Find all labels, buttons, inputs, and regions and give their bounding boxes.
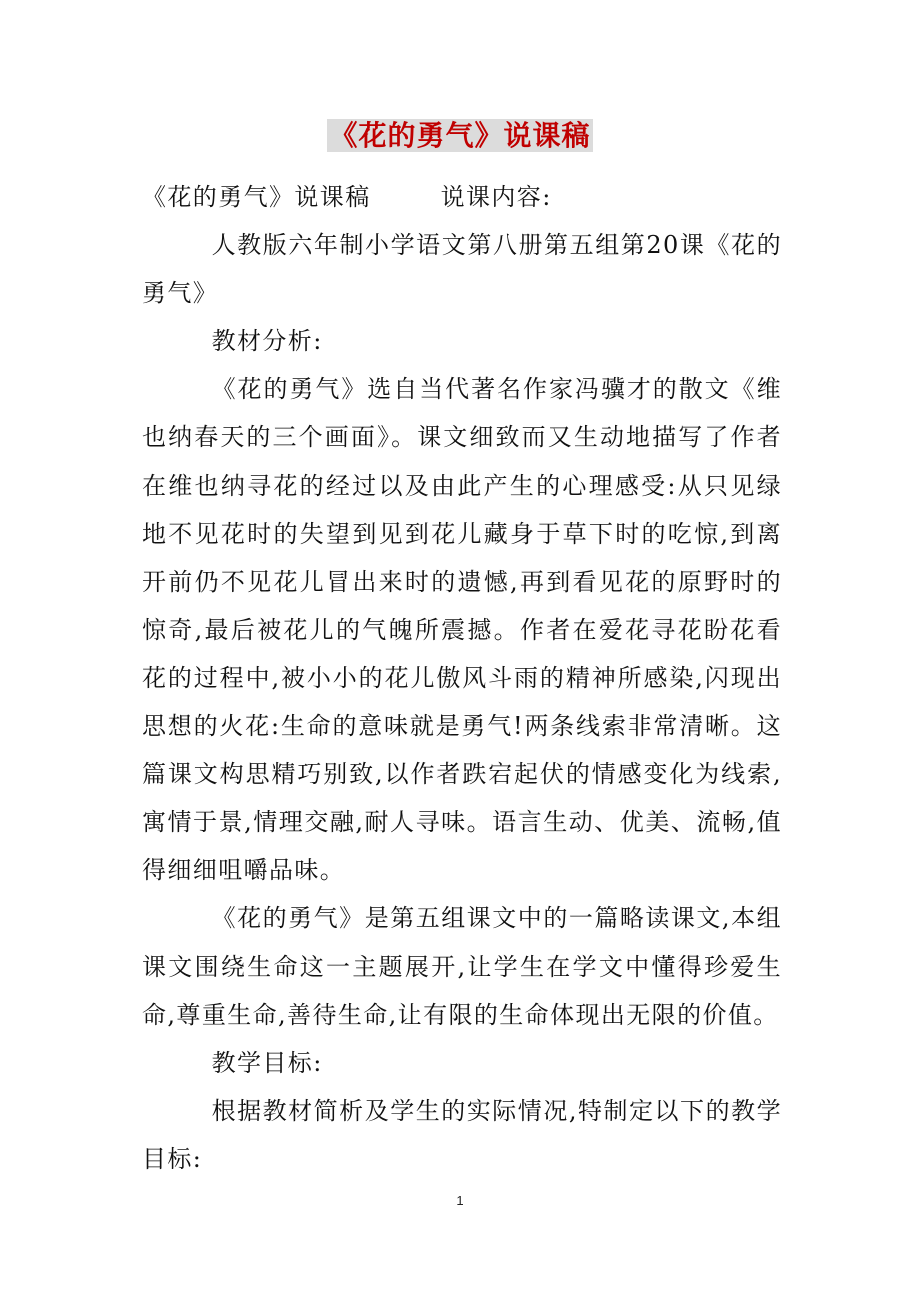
heading-material-analysis: 教材分析: bbox=[211, 327, 323, 356]
page-number: 1 bbox=[456, 1193, 464, 1208]
document-body bbox=[142, 173, 782, 1183]
paragraph-material-analysis: 《花的勇气》选自当代著名作家冯骥才的散文《维也纳春天的三个画面》。课文细致而又生动地描写了作者在维也纳寻花的经过以及由此产生的心理感受:从只见绿地不见花时的失望到见到花儿藏身于草下时的吃惊,到离开前仍不见花儿冒出来时的遗憾,再到看见花的原野时的惊奇,最后被花儿的气魄所震撼。作者在爱花寻花盼花看花的过程中,被小小的花儿傲风斗雨的精神所感染,闪现出思想的火花:生命的意味就是勇气!两条线索非常清晰。这篇课文构思精巧别致,以作者跌宕起伏的情感变化为线索,寓情于景,情理交融,耐人寻味。语言生动、优美、流畅,值得细细咀嚼品味。 bbox=[142, 375, 782, 885]
paragraph-teaching-goals: 根据教材简析及学生的实际情况,特制定以下的教学目标: bbox=[142, 1096, 782, 1173]
header-line-label: 说课内容: bbox=[440, 183, 552, 211]
header-line-title: 《花的勇气》说课稿 bbox=[142, 183, 371, 211]
header-line bbox=[142, 173, 782, 221]
document-title: 《花的勇气》说课稿 bbox=[329, 119, 591, 152]
paragraph-unit-theme: 《花的勇气》是第五组课文中的一篇略读课文,本组课文围绕生命这一主题展开,让学生在学文中懂得珍爱生命,尊重生命,善待生命,让有限的生命体现出无限的价值。 bbox=[142, 904, 782, 1029]
document-title-block bbox=[0, 114, 920, 158]
heading-teaching-goals: 教学目标: bbox=[211, 1048, 323, 1077]
paragraph-textbook-info: 人教版六年制小学语文第八册第五组第20课《花的勇气》 bbox=[142, 231, 782, 308]
